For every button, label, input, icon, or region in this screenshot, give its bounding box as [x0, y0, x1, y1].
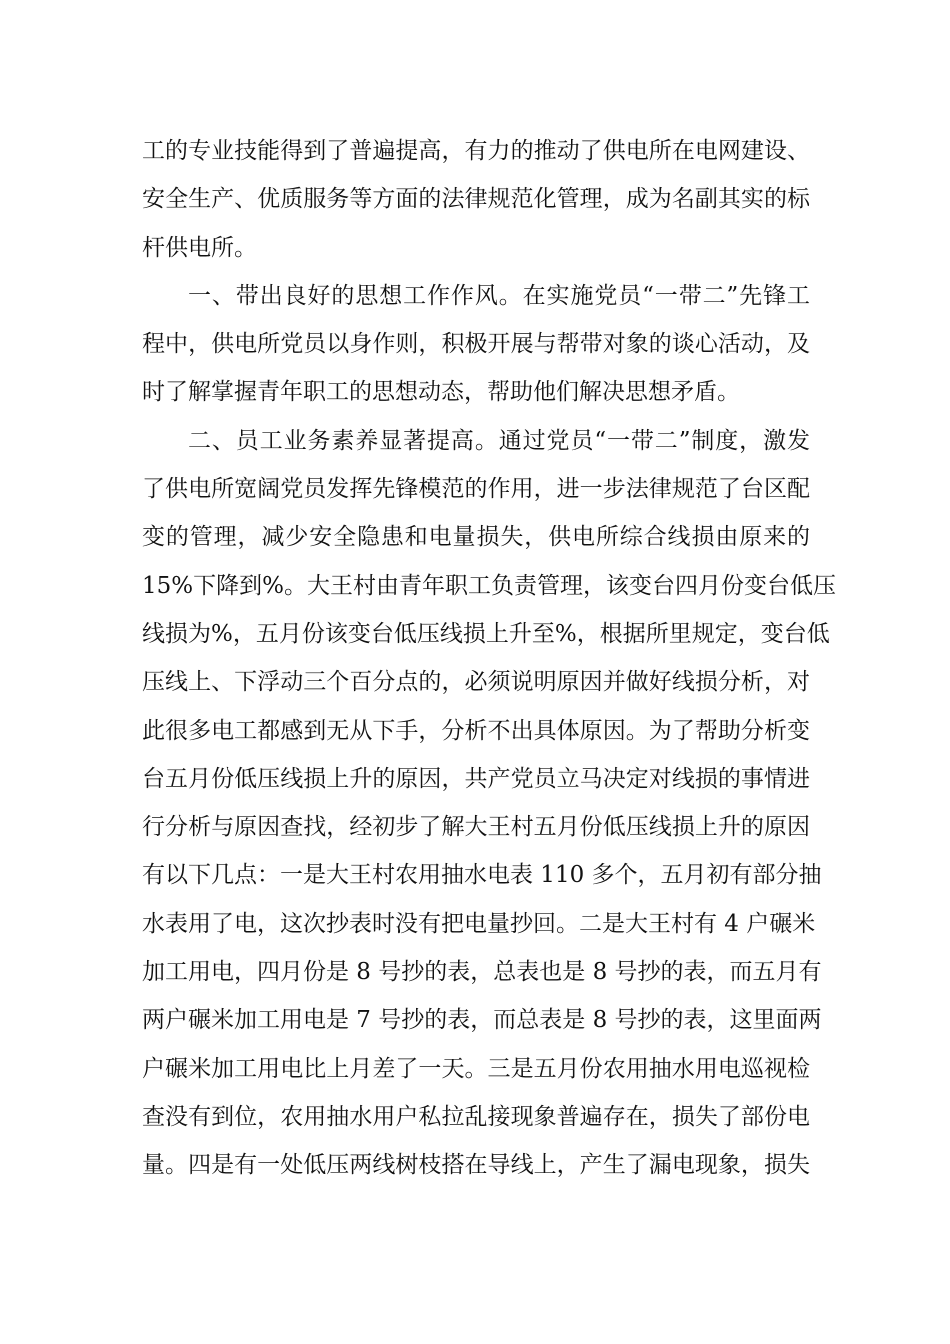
text-line: 两户碾米加工用电是 7 号抄的表，而总表是 8 号抄的表，这里面两: [142, 1007, 822, 1034]
text-line: 台五月份低压线损上升的原因，共产党员立马决定对线损的事情进: [142, 765, 810, 792]
text-line: 杆供电所。: [142, 234, 257, 261]
text-line: 压线上、下浮动三个百分点的，必须说明原因并做好线损分析，对: [142, 669, 810, 696]
paragraph-two-heading-line: 二、员工业务素养显著提高。通过党员“一带二”制度，激发: [188, 427, 810, 454]
text-line: 行分析与原因查找，经初步了解大王村五月份低压线损上升的原因: [142, 814, 810, 841]
text-line: 程中，供电所党员以身作则，积极开展与帮带对象的谈心活动，及: [142, 331, 810, 358]
text-line: 变的管理，减少安全隐患和电量损失，供电所综合线损由原来的: [142, 524, 810, 551]
text-line: 时了解掌握青年职工的思想动态，帮助他们解决思想矛盾。: [142, 379, 740, 406]
text-line: 了供电所宽阔党员发挥先锋模范的作用，进一步法律规范了台区配: [142, 476, 810, 503]
text-line: 加工用电，四月份是 8 号抄的表，总表也是 8 号抄的表，而五月有: [142, 959, 822, 986]
text-line: 有以下几点：一是大王村农用抽水电表 110 多个，五月初有部分抽: [142, 862, 822, 889]
text-line: 工的专业技能得到了普遍提高，有力的推动了供电所在电网建设、: [142, 138, 810, 164]
text-line: 此很多电工都感到无从下手，分析不出具体原因。为了帮助分析变: [142, 717, 810, 744]
document-body: [142, 127, 836, 1190]
text-line: 安全生产、优质服务等方面的法律规范化管理，成为名副其实的标: [142, 186, 810, 213]
text-line: 线损为%，五月份该变台低压线损上升至%，根据所里规定，变台低: [142, 620, 830, 647]
text-line: 15%下降到%。大王村由青年职工负责管理，该变台四月份变台低压: [142, 572, 836, 599]
paragraph-one-heading-line: 一、带出良好的思想工作作风。在实施党员“一带二”先锋工: [188, 282, 810, 309]
text-line: 户碾米加工用电比上月差了一天。三是五月份农用抽水用电巡视检: [142, 1055, 810, 1082]
text-line: 量。四是有一处低压两线树枝搭在导线上，产生了漏电现象，损失: [142, 1152, 810, 1179]
text-line: 水表用了电，这次抄表时没有把电量抄回。二是大王村有 4 户碾米: [142, 910, 816, 937]
text-line: 查没有到位，农用抽水用户私拉乱接现象普遍存在，损失了部份电: [142, 1103, 810, 1130]
